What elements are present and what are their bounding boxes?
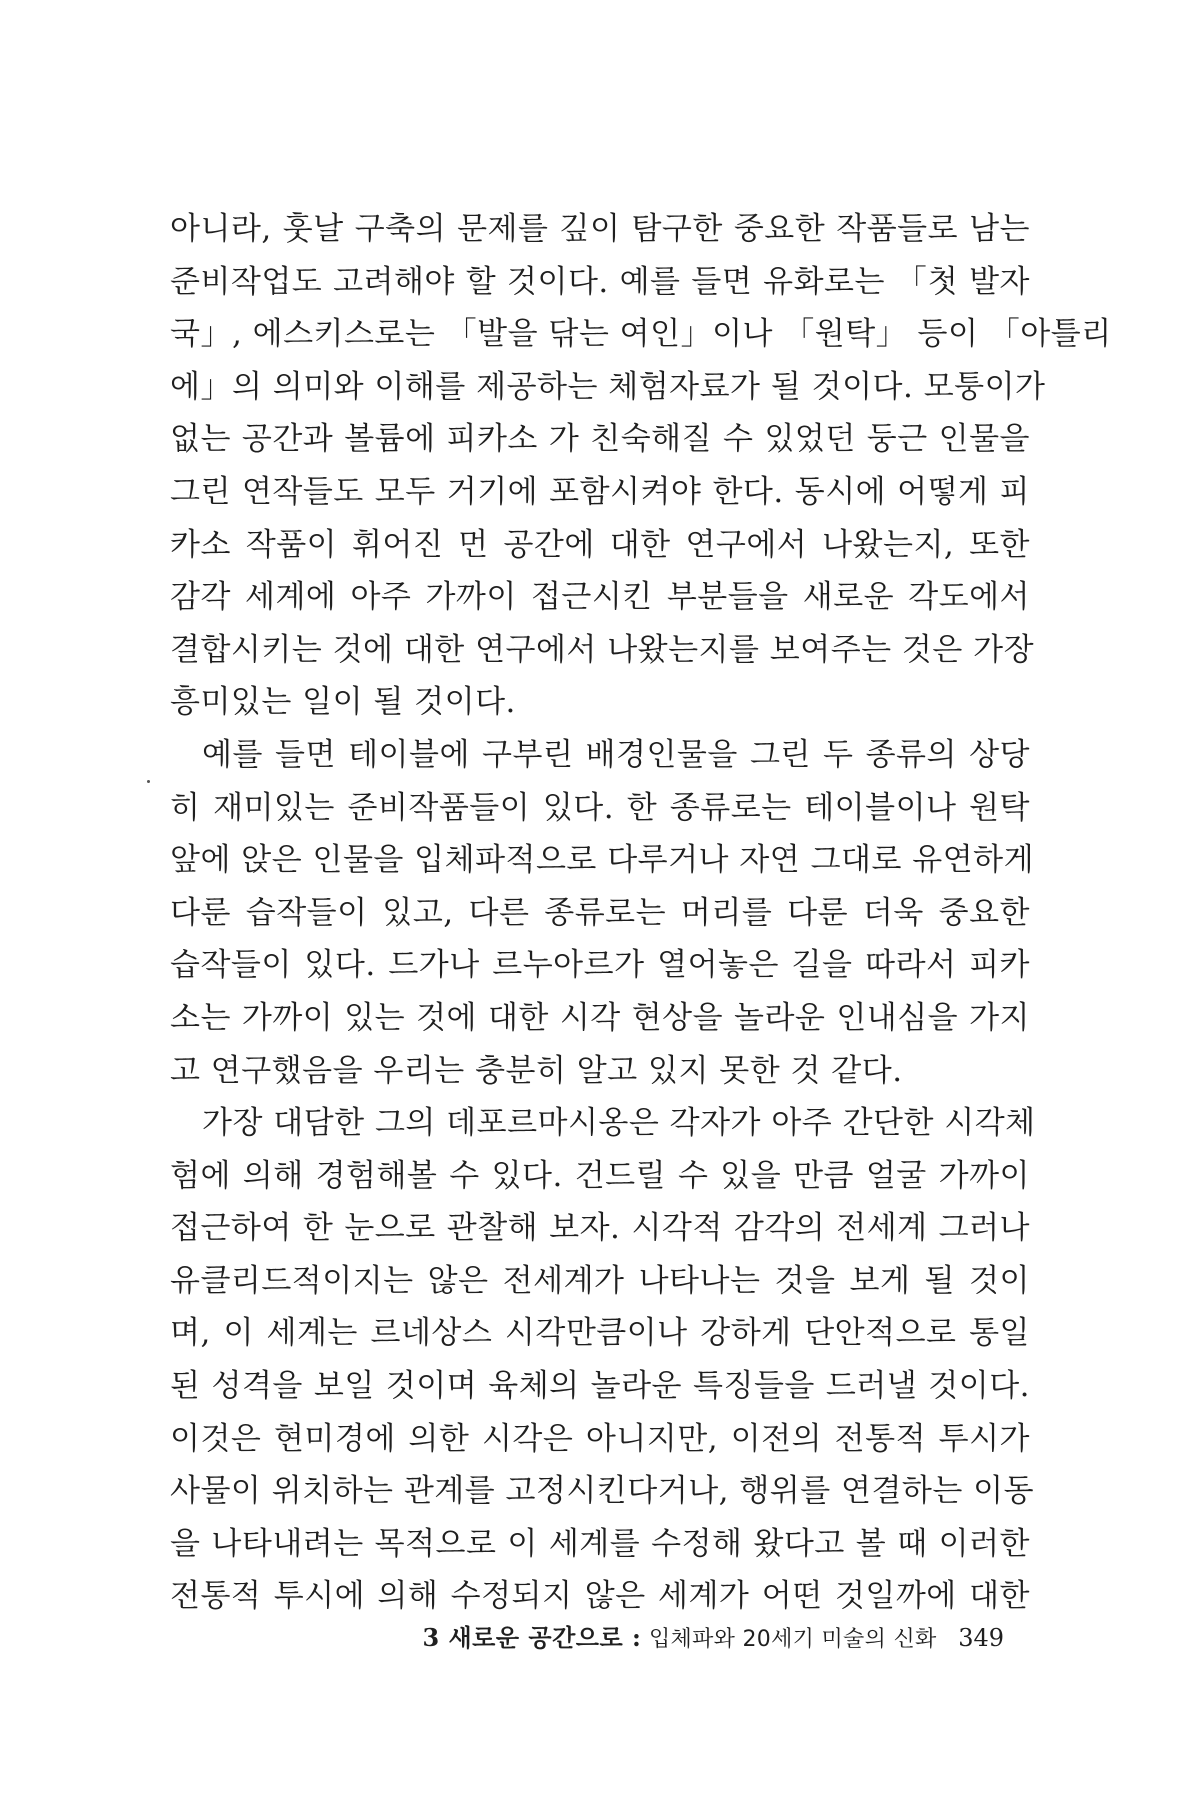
text-line: 습작들이 있다. 드가나 르누아르가 열어놓은 길을 따라서 피카 — [170, 947, 1030, 984]
text-line: 유클리드적이지는 않은 전세계가 나타나는 것을 보게 될 것이 — [170, 1262, 1030, 1299]
text-line: 사물이 위치하는 관계를 고정시킨다거나, 행위를 연결하는 이동 — [170, 1473, 1035, 1510]
text-line: 다룬 습작들이 있고, 다른 종류로는 머리를 다룬 더욱 중요한 — [170, 894, 1030, 931]
footer-chapter-title: 3 새로운 공간으로 : — [422, 1623, 642, 1652]
text-line: 소는 가까이 있는 것에 대한 시각 현상을 놀라운 인내심을 가지 — [170, 999, 1030, 1036]
text-line: 카소 작품이 휘어진 먼 공간에 대한 연구에서 나왔는지, 또한 — [170, 526, 1030, 563]
print-speck — [147, 780, 150, 783]
text-line: 없는 공간과 볼륨에 피카소 가 친숙해질 수 있었던 둥근 인물을 — [170, 421, 1030, 458]
text-line: 전통적 투시에 의해 수정되지 않은 세계가 어떤 것일까에 대한 — [170, 1578, 1030, 1615]
page-number: 349 — [958, 1624, 1004, 1652]
text-line: 준비작업도 고려해야 할 것이다. 예를 들면 유화로는 「첫 발자 — [170, 263, 1030, 300]
text-line: 에」의 의미와 이해를 제공하는 체험자료가 될 것이다. 모퉁이가 — [170, 368, 1046, 405]
text-line: 가장 대담한 그의 데포르마시옹은 각자가 아주 간단한 시각체 — [202, 1105, 1036, 1142]
running-footer — [422, 1618, 1004, 1653]
body-text — [170, 203, 1112, 1623]
text-line: 며, 이 세계는 르네상스 시각만큼이나 강하게 단안적으로 통일 — [170, 1315, 1030, 1352]
text-line: 이것은 현미경에 의한 시각은 아니지만, 이전의 전통적 투시가 — [170, 1420, 1030, 1457]
text-line: 국」, 에스키스로는 「발을 닦는 여인」이나 「원탁」 등이 「아틀리 — [170, 316, 1112, 353]
text-line: 예를 들면 테이블에 구부린 배경인물을 그린 두 종류의 상당 — [202, 736, 1030, 773]
text-line: 고 연구했음을 우리는 충분히 알고 있지 못한 것 같다. — [170, 1052, 903, 1089]
text-line: 그린 연작들도 모두 거기에 포함시켜야 한다. 동시에 어떻게 피 — [170, 473, 1030, 510]
text-line: 앞에 앉은 인물을 입체파적으로 다루거나 자연 그대로 유연하게 — [170, 842, 1035, 879]
text-line: 을 나타내려는 목적으로 이 세계를 수정해 왔다고 볼 때 이러한 — [170, 1525, 1030, 1562]
text-line: 히 재미있는 준비작품들이 있다. 한 종류로는 테이블이나 원탁 — [170, 789, 1030, 826]
text-line: 흥미있는 일이 될 것이다. — [170, 684, 516, 721]
footer-subtitle: 입체파와 20세기 미술의 신화 — [649, 1627, 937, 1652]
text-line: 접근하여 한 눈으로 관찰해 보자. 시각적 감각의 전세계 그러나 — [170, 1210, 1030, 1247]
text-line: 아니라, 훗날 구축의 문제를 깊이 탐구한 중요한 작품들로 남는 — [170, 211, 1030, 247]
text-line: 결합시키는 것에 대한 연구에서 나왔는지를 보여주는 것은 가장 — [170, 631, 1035, 668]
text-line: 험에 의해 경험해볼 수 있다. 건드릴 수 있을 만큼 얼굴 가까이 — [170, 1157, 1030, 1194]
text-line: 된 성격을 보일 것이며 육체의 놀라운 특징들을 드러낼 것이다. — [170, 1368, 1030, 1405]
text-line: 감각 세계에 아주 가까이 접근시킨 부분들을 새로운 각도에서 — [170, 579, 1030, 616]
